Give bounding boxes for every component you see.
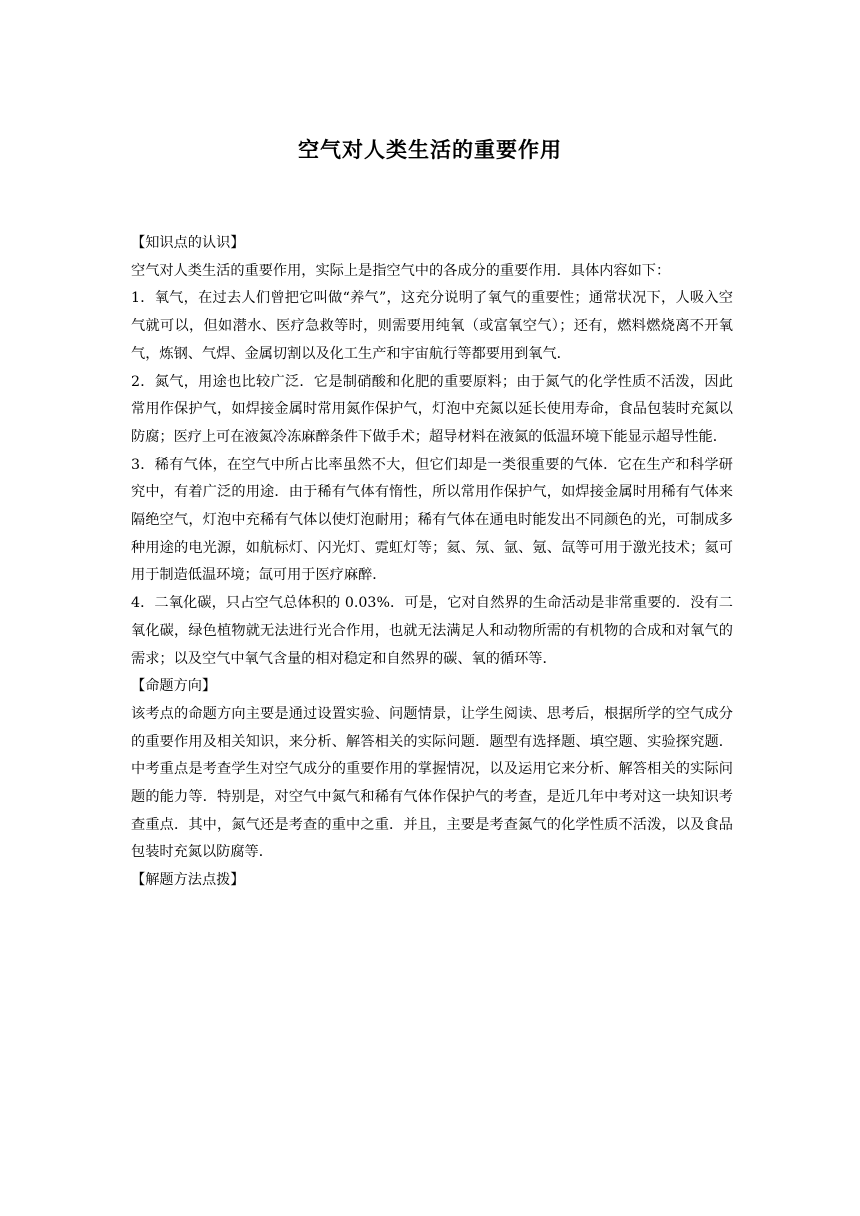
- method-heading: 【解题方法点拨】: [131, 872, 245, 889]
- noble-gas-paragraph: 3．稀有气体，在空气中所占比率虽然不大，但它们却是一类很重要的气体．它在生产和科学研究中，有着广泛的用途．由于稀有气体有惰性，所以常用作保护气，如焊接金属时用稀有气体来隔绝空气，灯泡中充稀有气体以使灯泡耐用；稀有气体在通电时能发出不同颜色的光，可制成多种用途的电光源，如航标灯、闪光灯、霓虹灯等；氦、氖、氩、氪、氙等可用于激光技术；氦可用于制造低温环境；氙可用于医疗麻醉．: [131, 456, 733, 584]
- knowledge-heading: 【知识点的认识】: [131, 235, 245, 251]
- intro-paragraph: 空气对人类生活的重要作用，实际上是指空气中的各成分的重要作用．具体内容如下：: [131, 262, 671, 279]
- direction-heading: 【命题方向】: [131, 678, 217, 695]
- carbon-dioxide-paragraph: 4．二氧化碳，只占空气总体积的 0.03%．可是，它对自然界的生命活动是非常重要的．没有二氧化碳，绿色植物就无法进行光合作用，也就无法满足人和动物所需的有机物的合成和对氧气的需求；以及空气中氧气含量的相对稳定和自然界的碳、氧的循环等．: [131, 595, 733, 667]
- document-title: 空气对人类生活的重要作用: [298, 138, 562, 162]
- document-body: [131, 230, 733, 895]
- nitrogen-paragraph: 2．氮气，用途也比较广泛．它是制硝酸和化肥的重要原料；由于氮气的化学性质不活泼，因此常用作保护气，如焊接金属时常用氮作保护气，灯泡中充氮以延长使用寿命，食品包装时充氮以防腐；医疗上可在液氮冷冻麻醉条件下做手术；超导材料在液氮的低温环境下能显示超导性能．: [131, 373, 733, 445]
- direction-paragraph: 该考点的命题方向主要是通过设置实验、问题情景，让学生阅读、思考后，根据所学的空气成分的重要作用及相关知识，来分析、解答相关的实际问题．题型有选择题、填空题、实验探究题．中考重点是考查学生对空气成分的重要作用的掌握情况，以及运用它来分析、解答相关的实际问题的能力等．特别是，对空气中氮气和稀有气体作保护气的考查，是近几年中考对这一块知识考查重点．其中，氮气还是考查的重中之重．并且，主要是考查氮气的化学性质不活泼，以及食品包装时充氮以防腐等．: [131, 705, 733, 861]
- oxygen-paragraph: 1．氧气，在过去人们曾把它叫做“养气”，这充分说明了氧气的重要性；通常状况下，人吸入空气就可以，但如潜水、医疗急救等时，则需要用纯氧（或富氧空气）；还有，燃料燃烧离不开氧气，炼钢、气焊、金属切割以及化工生产和宇宙航行等都要用到氧气．: [131, 290, 733, 362]
